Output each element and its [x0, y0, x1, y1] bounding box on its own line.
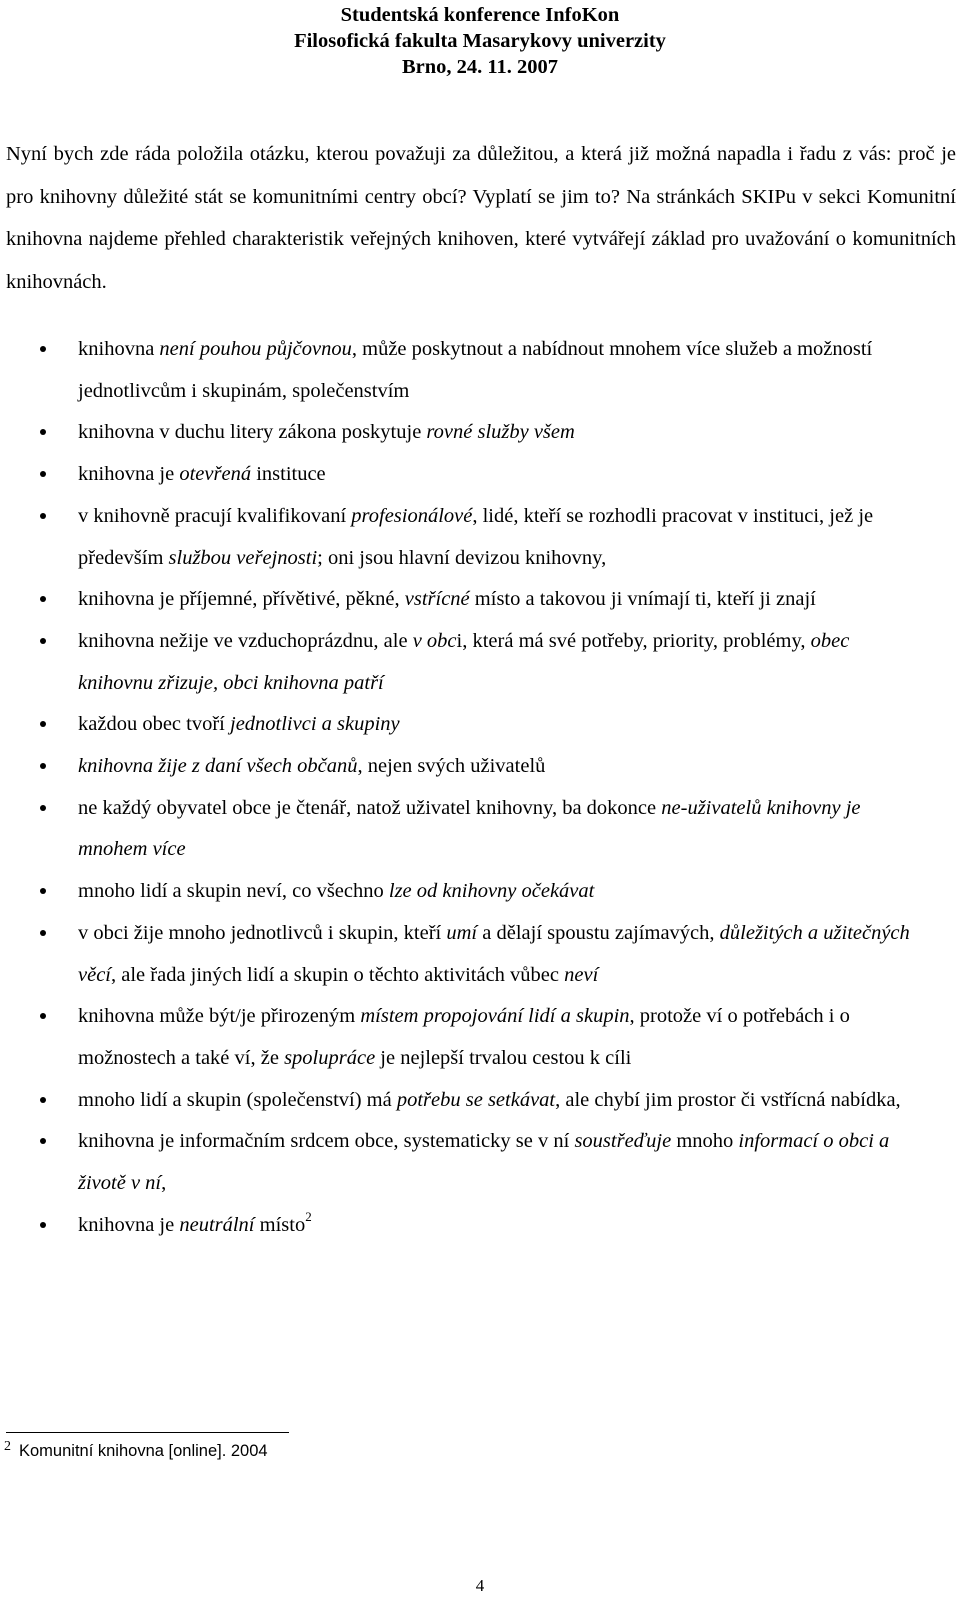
item-text: , může poskytnout a nabídnout mnohem více služeb a možností jednotlivcům i skupinám, společenstvím [78, 338, 873, 402]
item-text: knihovna je [78, 1213, 180, 1236]
document-header [0, 2, 960, 80]
characteristics-list [0, 329, 960, 1246]
item-text: , protože ví o potřebách i o možnostech a také ví, že [78, 1005, 850, 1069]
emphasis-text: není pouhou půjčovnou [159, 338, 352, 360]
emphasis-text: umí [446, 921, 478, 944]
item-text: knihovna v duchu litery zákona poskytuje [78, 421, 427, 444]
header-faculty: Filosofická fakulta Masarykovy univerzity [294, 30, 666, 52]
item-text: , ale chybí jim prostor či vstřícná nabídka, [555, 1088, 901, 1111]
bullet-icon [40, 596, 46, 602]
bullet-icon [40, 721, 46, 727]
item-text: mnoho lidí a skupin neví, co všechno [78, 880, 389, 903]
item-text: místo [254, 1213, 306, 1236]
list-item [0, 621, 960, 704]
footnote [4, 1440, 268, 1464]
item-text: , nejen svých uživatelů [357, 755, 546, 778]
bullet-icon [40, 930, 46, 936]
item-text: knihovna [78, 338, 160, 360]
item-text: je nejlepší trvalou cestou k cíli [375, 1046, 632, 1069]
list-item [0, 704, 960, 746]
item-text: , lidé, kteří se rozhodli pracovat v instituci, jež je především [78, 504, 874, 569]
emphasis-text: lze od knihovny očekávat [388, 880, 595, 903]
footnote-separator [6, 1432, 289, 1433]
item-text: knihovna je [78, 463, 180, 486]
list-item [0, 996, 960, 1079]
emphasis-text: neutrální [179, 1213, 255, 1236]
item-text: instituce [251, 463, 326, 486]
footnote-text: Komunitní knihovna [online]. 2004 [19, 1442, 268, 1460]
item-text: knihovna je informačním srdcem obce, systematicky se v ní [78, 1130, 575, 1153]
item-text: ; oni jsou hlavní devizou knihovny, [317, 546, 607, 569]
emphasis-text: knihovna žije z daní všech občanů [78, 755, 358, 778]
list-item [0, 871, 960, 913]
emphasis-text: místem propojování lidí a skupin [360, 1005, 630, 1028]
list-item [0, 1080, 960, 1122]
item-text: a dělají spoustu zajímavých, [477, 921, 720, 944]
emphasis-text: důležitých a užitečných věcí [78, 921, 910, 986]
list-item [0, 329, 960, 412]
item-text: mnoho lidí a skupin (společenství) má [78, 1088, 397, 1111]
bullet-icon [40, 346, 46, 352]
emphasis-text: obec knihovnu zřizuje, obci knihovna patří [78, 629, 850, 694]
bullet-icon [40, 1138, 46, 1144]
list-item [0, 496, 960, 579]
list-item [0, 454, 960, 496]
item-text: i, která má své potřeby, priority, problémy, [456, 629, 811, 652]
bullet-icon [40, 888, 46, 894]
item-text: každou obec tvoří [78, 713, 230, 736]
list-item [0, 579, 960, 621]
item-text: v knihovně pracují kvalifikovaní [78, 504, 352, 527]
item-text: mnoho [671, 1130, 739, 1153]
bullet-icon [40, 471, 46, 477]
list-item [0, 1121, 960, 1204]
emphasis-text: soustřeďuje [574, 1130, 672, 1153]
page-number: 4 [475, 1576, 485, 1595]
list-item [0, 1205, 960, 1247]
item-text: , [161, 1172, 167, 1195]
bullet-icon [40, 1222, 46, 1228]
item-text: knihovna nežije ve vzduchoprázdnu, ale [78, 629, 413, 652]
footnote-mark: 2 [4, 1439, 11, 1454]
emphasis-text: jednotlivci a skupiny [230, 713, 400, 736]
list-item [0, 788, 960, 871]
item-text: místo a takovou ji vnímají ti, kteří ji znají [469, 588, 816, 611]
item-text: knihovna může být/je přirozeným [78, 1005, 361, 1028]
item-text: ne každý obyvatel obce je čtenář, natož uživatel knihovny, ba dokonce [78, 796, 662, 819]
emphasis-text: otevřená [179, 463, 252, 486]
item-text: , ale řada jiných lidí a skupin o těchto aktivitách vůbec [111, 963, 565, 986]
emphasis-text: službou veřejnosti [168, 546, 318, 569]
item-text: v obci žije mnoho jednotlivců i skupin, kteří [78, 921, 447, 944]
bullet-icon [40, 513, 46, 519]
bullet-icon [40, 638, 46, 644]
emphasis-text: rovné služby všem [426, 421, 575, 444]
bullet-icon [40, 1013, 46, 1019]
footnote-reference: 2 [305, 1208, 312, 1224]
bullet-icon [40, 805, 46, 811]
bullet-icon [40, 1097, 46, 1103]
emphasis-text: vstřícné [404, 588, 470, 611]
emphasis-text: ne-uživatelů knihovny je mnohem více [78, 796, 861, 861]
bullet-icon [40, 763, 46, 769]
emphasis-text: informací o obci a životě v ní [78, 1130, 890, 1195]
header-conference-title: Studentská konference InfoKon [340, 4, 620, 26]
emphasis-text: v obc [412, 629, 457, 652]
emphasis-text: profesionálové [351, 504, 473, 527]
header-place-date: Brno, 24. 11. 2007 [401, 56, 559, 78]
list-item [0, 913, 960, 996]
list-item [0, 746, 960, 788]
bullet-icon [40, 429, 46, 435]
list-item [0, 412, 960, 454]
item-text: knihovna je příjemné, přívětivé, pěkné, [78, 588, 405, 611]
emphasis-text: potřebu se setkávat [396, 1088, 556, 1111]
emphasis-text: neví [564, 963, 599, 986]
emphasis-text: spolupráce [284, 1046, 376, 1069]
intro-paragraph: Nyní bych zde ráda položila otázku, kterou považuji za důležitou, a která již možná napadla i řadu z vás: proč je pro knihovny důležité stát se komunitními centry obcí? Vyplatí se jim to? Na stránkách SKIPu v sekci Komunitní knihovna najdeme přehled charakteristik veřejných knihoven, které vytvářejí základ pro uvažování o komunitních knihovnách. [6, 143, 956, 293]
